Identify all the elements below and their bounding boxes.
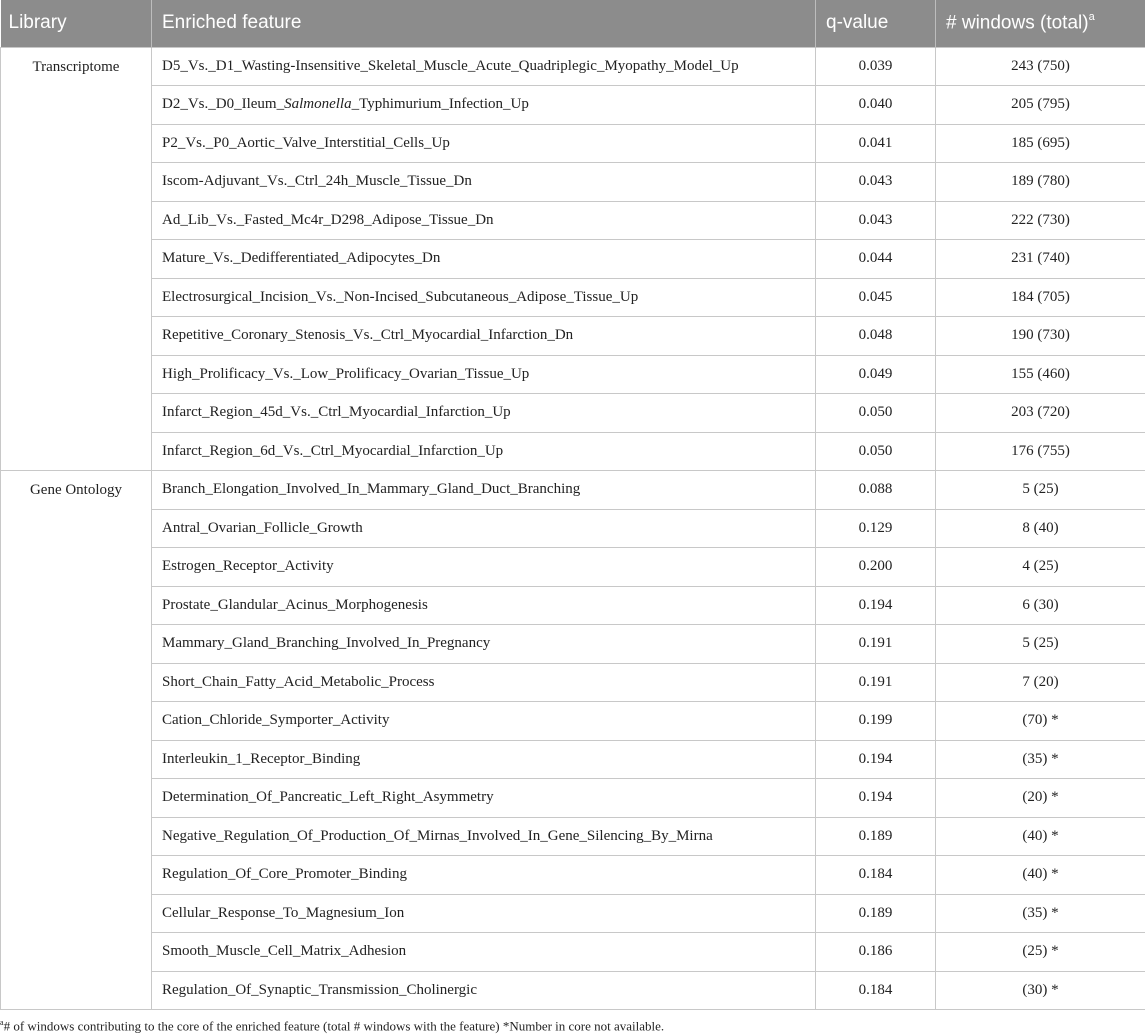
table-row [1,432,1145,471]
table-row [1,625,1145,664]
feature-text: Iscom-Adjuvant_Vs._Ctrl_24h_Muscle_Tissue_Dn [162,173,472,190]
table-row [1,240,1145,279]
table-row [1,509,1145,548]
windows-cell: 184 (705) [936,278,1145,317]
feature-cell [152,702,816,741]
feature-cell [152,86,816,125]
header-windows-footnote-mark: a [1088,11,1095,24]
feature-cell [152,124,816,163]
q-value-cell: 0.186 [816,933,936,972]
library-cell: Transcriptome [1,47,152,471]
feature-cell [152,47,816,86]
feature-text: Regulation_Of_Core_Promoter_Binding [162,866,407,883]
header-library: Library [1,0,152,47]
feature-text: Prostate_Glandular_Acinus_Morphogenesis [162,596,428,613]
q-value-cell: 0.045 [816,278,936,317]
header-row [1,0,1145,47]
table-footnote [0,1018,664,1034]
windows-cell: 231 (740) [936,240,1145,279]
windows-cell: (40) * [936,856,1145,895]
windows-cell: (40) * [936,817,1145,856]
q-value-cell: 0.043 [816,201,936,240]
feature-text: Negative_Regulation_Of_Production_Of_Mirnas_Involved_In_Gene_Silencing_By_Mirna [162,827,713,844]
feature-text: Antral_Ovarian_Follicle_Growth [162,519,363,536]
q-value-cell: 0.050 [816,394,936,433]
feature-text: Mammary_Gland_Branching_Involved_In_Pregnancy [162,635,491,652]
q-value-cell: 0.039 [816,47,936,86]
q-value-cell: 0.044 [816,240,936,279]
table-row [1,278,1145,317]
feature-text: Mature_Vs._Dedifferentiated_Adipocytes_Dn [162,250,441,267]
footnote-text: # of windows contributing to the core of the enriched feature (total # windows with the feature) *Number in core not available. [3,1018,665,1034]
windows-cell: 5 (25) [936,625,1145,664]
windows-cell: (20) * [936,779,1145,818]
feature-text: Electrosurgical_Incision_Vs._Non-Incised_Subcutaneous_Adipose_Tissue_Up [162,288,639,305]
feature-text: Regulation_Of_Synaptic_Transmission_Cholinergic [162,981,477,998]
feature-text: Ad_Lib_Vs._Fasted_Mc4r_D298_Adipose_Tissue_Dn [162,211,494,228]
windows-cell: 7 (20) [936,663,1145,702]
windows-cell: (25) * [936,933,1145,972]
windows-cell: 222 (730) [936,201,1145,240]
q-value-cell: 0.194 [816,779,936,818]
feature-italic-text: Salmonella [284,96,352,113]
q-value-cell: 0.199 [816,702,936,741]
feature-cell [152,971,816,1010]
q-value-cell: 0.043 [816,163,936,202]
windows-cell: 8 (40) [936,509,1145,548]
windows-cell: 205 (795) [936,86,1145,125]
feature-cell [152,548,816,587]
table-row [1,856,1145,895]
table-row [1,86,1145,125]
feature-text: Repetitive_Coronary_Stenosis_Vs._Ctrl_Myocardial_Infarction_Dn [162,327,574,344]
feature-text: Infarct_Region_6d_Vs._Ctrl_Myocardial_Infarction_Up [162,442,504,459]
feature-text: Branch_Elongation_Involved_In_Mammary_Gland_Duct_Branching [162,481,581,498]
q-value-cell: 0.191 [816,625,936,664]
table-row [1,586,1145,625]
feature-cell [152,740,816,779]
header-enriched-feature: Enriched feature [152,0,816,47]
q-value-cell: 0.189 [816,894,936,933]
q-value-cell: 0.050 [816,432,936,471]
windows-cell: 185 (695) [936,124,1145,163]
table-row [1,933,1145,972]
feature-cell [152,163,816,202]
q-value-cell: 0.129 [816,509,936,548]
feature-cell [152,317,816,356]
table-header [1,0,1145,47]
table-row [1,779,1145,818]
feature-cell [152,278,816,317]
table-row [1,201,1145,240]
feature-text: High_Prolificacy_Vs._Low_Prolificacy_Ovarian_Tissue_Up [162,365,530,382]
windows-cell: (70) * [936,702,1145,741]
feature-text: Short_Chain_Fatty_Acid_Metabolic_Process [162,673,435,690]
windows-cell: 155 (460) [936,355,1145,394]
q-value-cell: 0.200 [816,548,936,587]
q-value-cell: 0.041 [816,124,936,163]
windows-cell: 6 (30) [936,586,1145,625]
table-row [1,894,1145,933]
windows-cell: 190 (730) [936,317,1145,356]
table-row [1,163,1145,202]
windows-cell: 243 (750) [936,47,1145,86]
q-value-cell: 0.040 [816,86,936,125]
feature-cell [152,432,816,471]
q-value-cell: 0.194 [816,586,936,625]
header-windows [936,0,1145,47]
feature-cell [152,625,816,664]
feature-cell [152,856,816,895]
windows-cell: 5 (25) [936,471,1145,510]
q-value-cell: 0.088 [816,471,936,510]
header-windows-label: # windows (total) [946,12,1089,34]
q-value-cell: 0.049 [816,355,936,394]
q-value-cell: 0.191 [816,663,936,702]
q-value-cell: 0.184 [816,971,936,1010]
feature-text: D5_Vs._D1_Wasting-Insensitive_Skeletal_Muscle_Acute_Quadriplegic_Myopathy_Model_Up [162,57,739,74]
feature-cell [152,240,816,279]
feature-text: Cation_Chloride_Symporter_Activity [162,712,390,729]
table-row [1,817,1145,856]
feature-cell [152,933,816,972]
feature-cell [152,586,816,625]
feature-text-suffix: _Typhimurium_Infection_Up [351,96,529,113]
table-row [1,317,1145,356]
windows-cell: 176 (755) [936,432,1145,471]
feature-text: Interleukin_1_Receptor_Binding [162,750,361,767]
feature-cell [152,817,816,856]
feature-cell [152,471,816,510]
windows-cell: (35) * [936,740,1145,779]
windows-cell: 203 (720) [936,394,1145,433]
windows-cell: (35) * [936,894,1145,933]
feature-cell [152,663,816,702]
windows-cell: 189 (780) [936,163,1145,202]
windows-cell: (30) * [936,971,1145,1010]
q-value-cell: 0.048 [816,317,936,356]
table-row [1,394,1145,433]
table-row [1,702,1145,741]
feature-cell [152,894,816,933]
table-row [1,740,1145,779]
table-row [1,663,1145,702]
feature-cell [152,201,816,240]
q-value-cell: 0.184 [816,856,936,895]
table-row [1,47,1145,86]
feature-cell [152,509,816,548]
feature-text: P2_Vs._P0_Aortic_Valve_Interstitial_Cells_Up [162,134,450,151]
table-row [1,355,1145,394]
table-body [1,47,1145,1010]
feature-text: Smooth_Muscle_Cell_Matrix_Adhesion [162,943,407,960]
feature-text: Estrogen_Receptor_Activity [162,558,334,575]
feature-cell [152,779,816,818]
feature-text: D2_Vs._D0_Ileum_ [162,96,285,113]
q-value-cell: 0.194 [816,740,936,779]
footnote-mark: a [0,1018,4,1027]
table-row [1,548,1145,587]
table-row [1,124,1145,163]
library-cell: Gene Ontology [1,471,152,1010]
q-value-cell: 0.189 [816,817,936,856]
feature-cell [152,394,816,433]
feature-text: Cellular_Response_To_Magnesium_Ion [162,904,405,921]
table-row [1,971,1145,1010]
header-q-value: q-value [816,0,936,47]
windows-cell: 4 (25) [936,548,1145,587]
feature-cell [152,355,816,394]
feature-text: Infarct_Region_45d_Vs._Ctrl_Myocardial_Infarction_Up [162,404,511,421]
table-row [1,471,1145,510]
feature-text: Determination_Of_Pancreatic_Left_Right_Asymmetry [162,789,494,806]
